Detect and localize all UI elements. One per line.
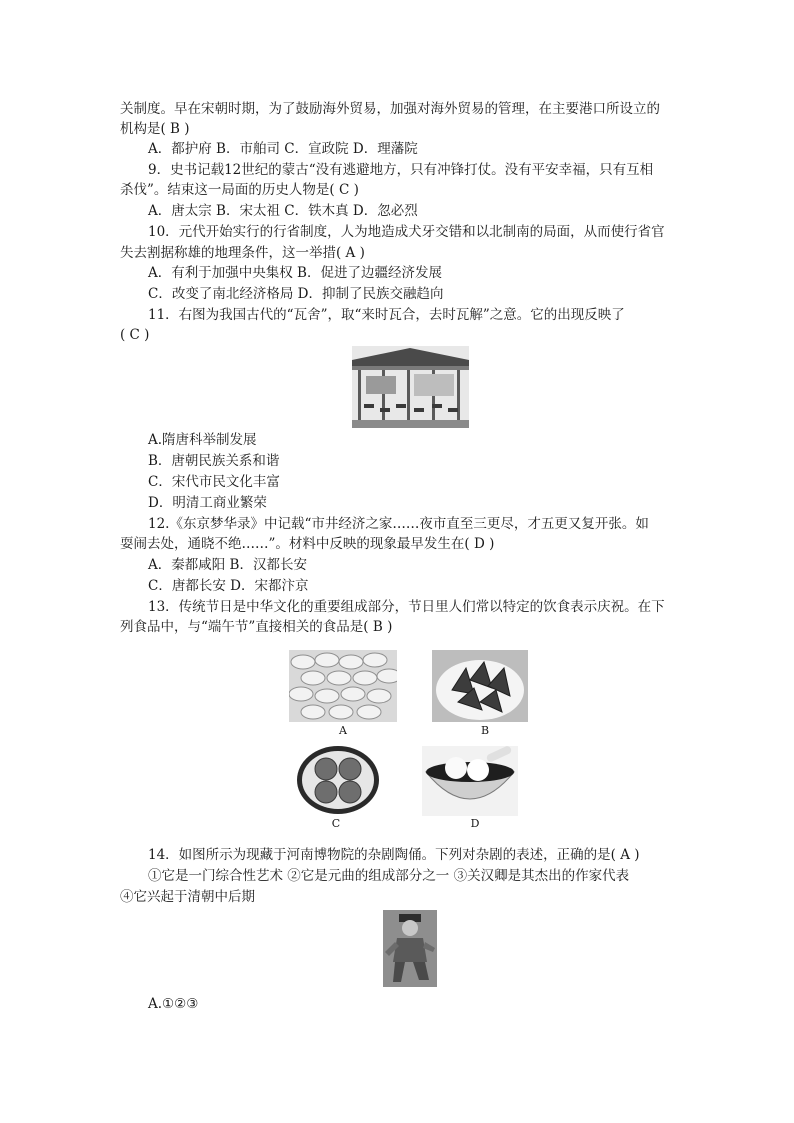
dumplings-illustration	[289, 650, 397, 722]
q13-stem-line2: 列食品中，与“端午节”直接相关的食品是( B )	[120, 619, 393, 635]
q12-options-row1: A．秦都咸阳 B．汉都长安	[148, 557, 307, 573]
zaju-figurine-image	[383, 910, 437, 987]
caption-c: C	[331, 817, 341, 830]
q11-stem-line1: 11．右图为我国古代的“瓦舍”，取“来时瓦合，去时瓦解”之意。它的出现反映了	[148, 307, 625, 323]
q9-options: A．唐太宗 B．宋太祖 C．铁木真 D．忽必烈	[148, 203, 418, 219]
washe-theater-illustration	[352, 346, 469, 428]
zaju-figurine-illustration	[383, 910, 437, 987]
q14-statements-line2: ④它兴起于清朝中后期	[120, 889, 255, 905]
q11-option-b: B．唐朝民族关系和谐	[148, 453, 280, 469]
tangyuan-image	[422, 746, 518, 816]
zongzi-illustration	[432, 650, 528, 722]
q11-stem-line2: ( C )	[120, 327, 150, 343]
washe-theater-image	[352, 346, 469, 428]
caption-a: A	[339, 724, 347, 737]
caption-b: B	[480, 724, 490, 737]
q14-statements-line1: ①它是一门综合性艺术 ②它是元曲的组成部分之一 ③关汉卿是其杰出的作家代表	[148, 868, 630, 884]
q8-options: A．都护府 B．市舶司 C．宣政院 D．理藩院	[148, 141, 418, 157]
q14-option-a: A.①②③	[148, 996, 199, 1012]
q8-stem-line2: 机构是( B )	[120, 121, 190, 137]
mooncake-image	[296, 745, 380, 815]
q12-stem-line1: 12.《东京梦华录》中记载“市井经济之家……夜市直至三更尽，才五更又复开张。如	[148, 516, 649, 532]
q12-options-row2: C．唐都长安 D．宋都汴京	[148, 578, 309, 594]
q10-options-row1: A．有利于加强中央集权 B．促进了边疆经济发展	[148, 265, 442, 281]
q13-stem-line1: 13．传统节日是中华文化的重要组成部分，节日里人们常以特定的饮食表示庆祝。在下	[148, 599, 665, 615]
q8-stem-line1: 关制度。早在宋朝时期，为了鼓励海外贸易，加强对海外贸易的管理，在主要港口所设立的	[120, 101, 660, 117]
zongzi-image	[432, 650, 528, 722]
mooncake-illustration	[296, 745, 380, 815]
caption-d: D	[470, 817, 480, 830]
q12-stem-line2: 耍闹去处，通晓不绝……”。材料中反映的现象最早发生在( D )	[120, 536, 495, 552]
q11-option-d: D．明清工商业繁荣	[148, 495, 267, 511]
q10-stem-line1: 10．元代开始实行的行省制度，人为地造成犬牙交错和以北制南的局面，从而使行省官	[148, 224, 665, 240]
q9-stem-line1: 9．史书记载12世纪的蒙古“没有逃避地方，只有冲锋打仗。没有平安幸福，只有互相	[148, 162, 654, 178]
q11-option-c: C．宋代市民文化丰富	[148, 474, 280, 490]
q10-stem-line2: 失去割据称雄的地理条件，这一举措( A )	[120, 245, 365, 261]
q10-options-row2: C．改变了南北经济格局 D．抑制了民族交融趋向	[148, 286, 444, 302]
tangyuan-illustration	[422, 746, 518, 816]
q9-stem-line2: 杀伐”。结束这一局面的历史人物是( C )	[120, 182, 359, 198]
q11-option-a: A.隋唐科举制发展	[148, 432, 257, 448]
dumplings-image	[289, 650, 397, 722]
q14-stem-line1: 14．如图所示为现藏于河南博物院的杂剧陶俑。下列对杂剧的表述，正确的是( A )	[148, 847, 640, 863]
